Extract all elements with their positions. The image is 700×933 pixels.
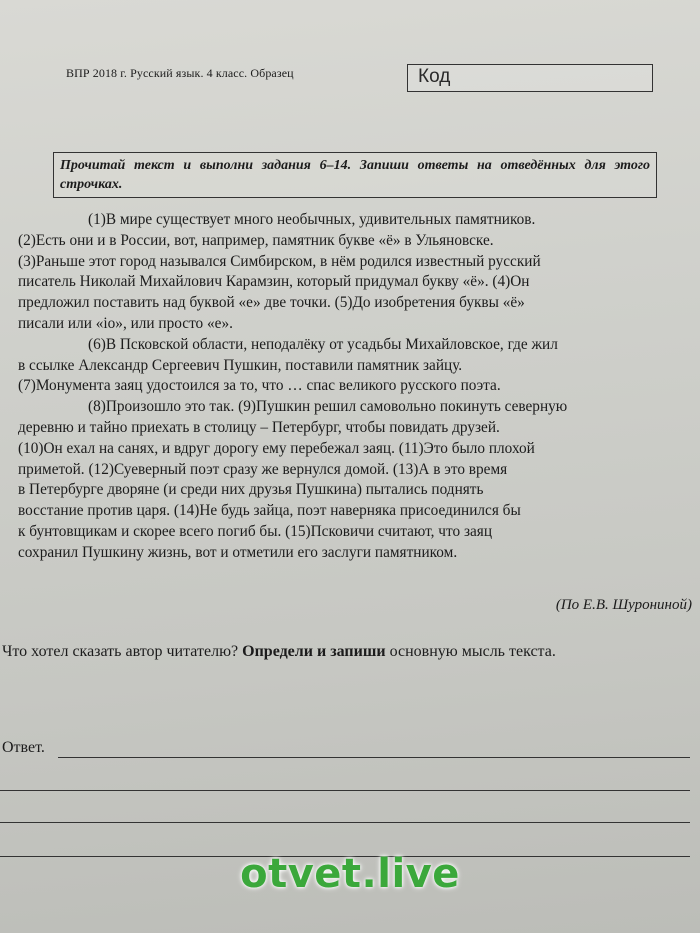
passage-line: (6)В Псковской области, неподалёку от усадьбы Михайловское, где жил xyxy=(88,335,558,353)
task-question xyxy=(2,639,698,665)
question-text-end: основную мысль текста. xyxy=(389,643,556,660)
passage-author: (По Е.В. Шурониной) xyxy=(555,597,692,613)
answer-line[interactable] xyxy=(58,757,690,758)
passage-line: (1)В мире существует много необычных, удивительных памятников. xyxy=(88,211,536,228)
code-box xyxy=(407,64,653,92)
passage-line: (10)Он ехал на санях, и вдруг дорогу ему перебежал заяц. (11)Это было плохой xyxy=(18,439,535,457)
question-emphasis: Определи и запиши xyxy=(242,643,386,660)
instruction-box xyxy=(53,152,657,198)
passage-line: в ссылке Александр Сергеевич Пушкин, поставили памятник зайцу. xyxy=(18,356,463,374)
answer-line[interactable] xyxy=(0,790,690,791)
passage-line: деревню и тайно приехать в столицу – Петербург, чтобы повидать друзей. xyxy=(18,418,500,436)
passage-line: писали или «io», или просто «е». xyxy=(18,314,233,332)
question-text: Что хотел сказать автор читателю? xyxy=(2,643,239,660)
answer-label: Ответ. xyxy=(2,739,45,756)
passage-line: восстание против царя. (14)Не будь зайца, поэт наверняка присоединился бы xyxy=(18,502,521,520)
passage-line: сохранил Пушкину жизнь, вот и отметили его заслуги памятником. xyxy=(18,543,458,561)
passage-line: (3)Раньше этот город назывался Симбирском, в нём родился известный русский xyxy=(18,252,541,270)
passage-line: (8)Произошло это так. (9)Пушкин решил самовольно покинуть северную xyxy=(88,398,568,416)
passage-line: (2)Есть они и в России, вот, например, памятник букве «ё» в Ульяновске. xyxy=(18,231,494,249)
answer-line[interactable] xyxy=(0,822,690,823)
reading-passage xyxy=(18,210,690,564)
code-label: Код xyxy=(418,66,451,87)
site-watermark: otvet.live xyxy=(240,851,460,897)
exam-header: ВПР 2018 г. Русский язык. 4 класс. Образец xyxy=(66,66,294,80)
passage-line: (7)Монумента заяц удостоился за то, что … спас великого русского поэта. xyxy=(18,377,501,395)
passage-line: к бунтовщикам и скорее всего погиб бы. (15)Псковичи считают, что заяц xyxy=(18,522,493,540)
passage-line: предложил поставить над буквой «е» две точки. (5)До изобретения буквы «ё» xyxy=(18,294,525,312)
passage-line: в Петербурге дворяне (и среди них друзья Пушкина) пытались поднять xyxy=(18,481,484,499)
passage-line: писатель Николай Михайлович Карамзин, который придумал букву «ё». (4)Он xyxy=(18,273,530,291)
instruction-text: Прочитай текст и выполни задания 6–14. Запиши ответы на отведённых для этого строчках. xyxy=(60,158,650,192)
passage-line: приметой. (12)Суеверный поэт сразу же вернулся домой. (13)А в это время xyxy=(18,460,508,478)
